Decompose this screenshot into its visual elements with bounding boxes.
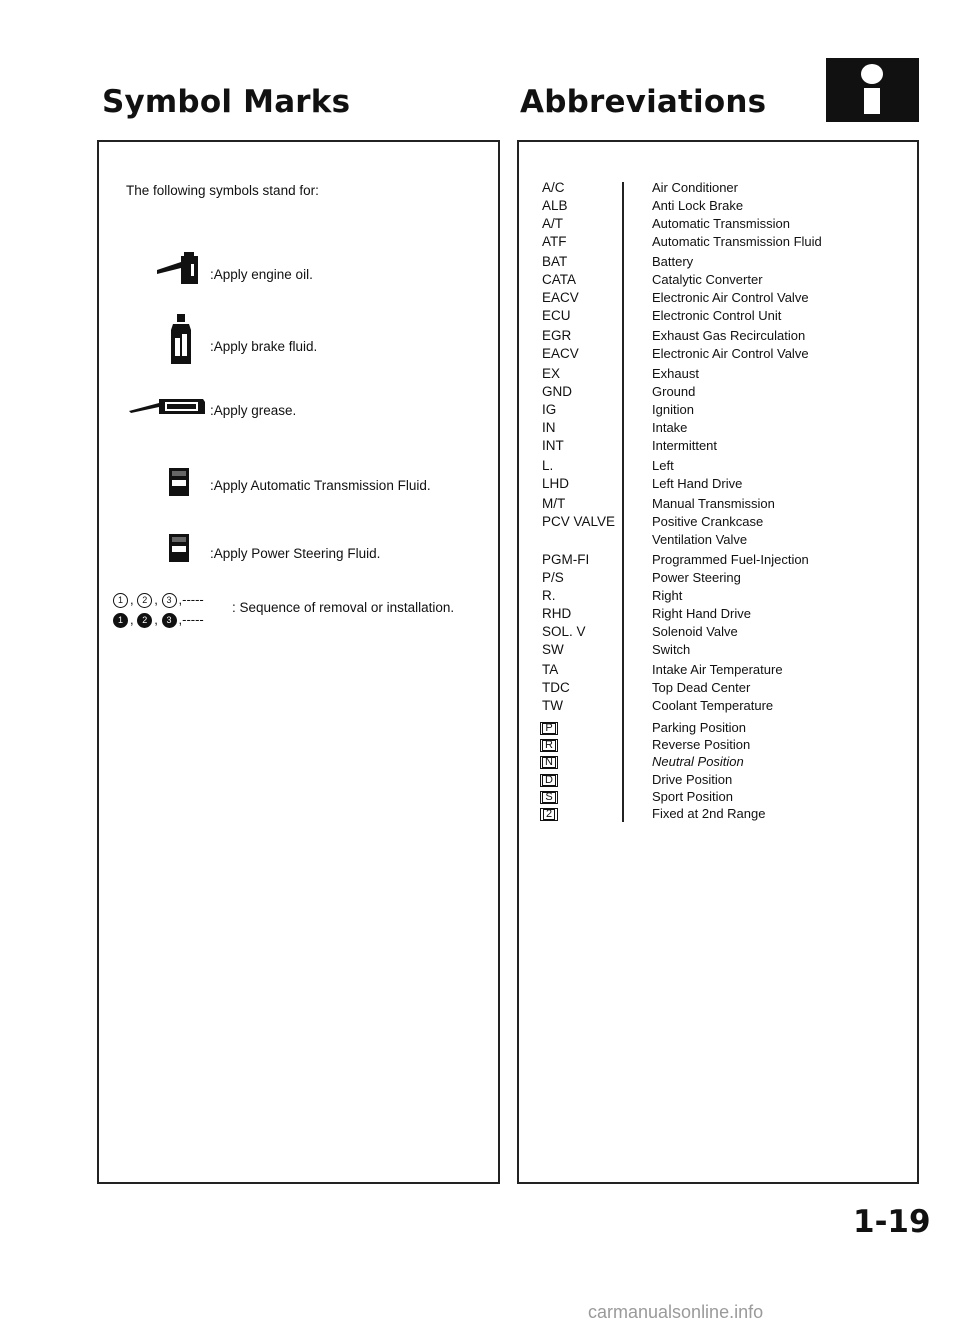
circle-number-3: 3 bbox=[162, 593, 177, 608]
abbreviation-definition: Automatic Transmission bbox=[652, 216, 790, 231]
abbreviation-definition: Electronic Air Control Valve bbox=[652, 346, 809, 361]
abbreviation-code: EACV bbox=[542, 346, 579, 361]
gear-position-definition: Fixed at 2nd Range bbox=[652, 806, 766, 821]
page-number: 1-19 bbox=[853, 1204, 931, 1240]
abbreviation-code: A/C bbox=[542, 180, 565, 195]
abbreviation-code: IN bbox=[542, 420, 556, 435]
abbreviation-code: ATF bbox=[542, 234, 567, 249]
abbreviation-code: EX bbox=[542, 366, 561, 381]
abbreviation-code: RHD bbox=[542, 606, 572, 621]
symbol-row-atf bbox=[99, 468, 498, 508]
abbreviation-definition: Electronic Control Unit bbox=[652, 308, 782, 323]
gear-position-definition: Drive Position bbox=[652, 772, 733, 787]
abbreviation-code: L. bbox=[542, 458, 554, 473]
circle-number-1: 1 bbox=[113, 593, 128, 608]
abbreviation-code: M/T bbox=[542, 496, 566, 511]
abbreviation-definition: Positive Crankcase bbox=[652, 514, 764, 529]
abbreviation-code: INT bbox=[542, 438, 564, 453]
abbreviation-definition: Exhaust bbox=[652, 366, 699, 381]
gear-position-definition: Sport Position bbox=[652, 789, 733, 804]
abbreviation-definition: Anti Lock Brake bbox=[652, 198, 744, 213]
abbreviation-code: TW bbox=[542, 698, 563, 713]
gear-position-symbol: D bbox=[540, 774, 558, 787]
symbol-row-psf bbox=[99, 534, 498, 574]
gear-position-symbol: P bbox=[540, 722, 558, 735]
info-icon bbox=[826, 58, 919, 122]
abbreviation-definition: Left Hand Drive bbox=[652, 476, 743, 491]
abbreviation-code: EGR bbox=[542, 328, 572, 343]
sequence-open-circles: 1 , 2 , 3 ,----- bbox=[113, 592, 204, 608]
gear-position-definition: Reverse Position bbox=[652, 737, 751, 752]
filled-circle-number-2: 2 bbox=[137, 613, 152, 628]
abbreviation-definition: Intake bbox=[652, 420, 688, 435]
abbreviation-code: BAT bbox=[542, 254, 568, 269]
abbreviation-code: LHD bbox=[542, 476, 570, 491]
abbreviation-code: IG bbox=[542, 402, 557, 417]
abbreviation-code: GND bbox=[542, 384, 572, 399]
abbreviation-code: SOL. V bbox=[542, 624, 586, 639]
abbreviations-panel bbox=[517, 140, 919, 1184]
abbreviation-definition: Electronic Air Control Valve bbox=[652, 290, 809, 305]
abbreviation-definition: Automatic Transmission Fluid bbox=[652, 234, 822, 249]
abbreviation-code: SW bbox=[542, 642, 564, 657]
abbreviation-definition: Right Hand Drive bbox=[652, 606, 751, 621]
symbol-marks-heading: Symbol Marks bbox=[102, 84, 351, 120]
grease-tube-icon bbox=[125, 393, 209, 419]
gear-position-symbol: S bbox=[540, 791, 558, 804]
abbreviation-definition: Programmed Fuel-Injection bbox=[652, 552, 809, 567]
abbreviation-definition: Right bbox=[652, 588, 683, 603]
abbreviation-definition: Ventilation Valve bbox=[652, 532, 748, 547]
sequence-label: : Sequence of removal or installation. bbox=[232, 600, 455, 615]
oil-can-icon bbox=[143, 250, 205, 292]
abbreviation-definition: Left bbox=[652, 458, 674, 473]
symbol-row-brake-fluid bbox=[99, 314, 498, 354]
abbreviation-definition: Intermittent bbox=[652, 438, 718, 453]
abbreviation-code: PCV VALVE bbox=[542, 514, 616, 529]
abbreviation-code: TDC bbox=[542, 680, 570, 695]
abbreviation-code: R. bbox=[542, 588, 556, 603]
watermark: carmanualsonline.info bbox=[588, 1302, 764, 1322]
abbreviation-code: TA bbox=[542, 662, 559, 677]
gear-position-definition: Parking Position bbox=[652, 720, 746, 735]
gear-position-definition: Neutral Position bbox=[652, 754, 744, 769]
symbol-label-brake-fluid: :Apply brake fluid. bbox=[210, 339, 318, 354]
abbreviation-code: P/S bbox=[542, 570, 564, 585]
filled-circle-number-3: 3 bbox=[162, 613, 177, 628]
abbreviation-definition: Power Steering bbox=[652, 570, 741, 585]
filled-circle-number-1: 1 bbox=[113, 613, 128, 628]
symbol-label-engine-oil: :Apply engine oil. bbox=[210, 267, 313, 282]
gear-position-symbol: 2 bbox=[540, 808, 558, 821]
abbreviation-definition: Switch bbox=[652, 642, 691, 657]
circle-number-2: 2 bbox=[137, 593, 152, 608]
symbols-intro: The following symbols stand for: bbox=[126, 183, 319, 198]
psf-container-icon bbox=[169, 534, 189, 562]
abbreviation-definition: Catalytic Converter bbox=[652, 272, 763, 287]
brake-fluid-bottle-icon bbox=[169, 314, 193, 366]
symbol-row-grease bbox=[99, 393, 498, 433]
symbol-marks-panel bbox=[97, 140, 500, 1184]
abbreviation-definition: Top Dead Center bbox=[652, 680, 751, 695]
abbreviation-code: ECU bbox=[542, 308, 571, 323]
abbreviation-code: EACV bbox=[542, 290, 579, 305]
abbreviation-definition: Battery bbox=[652, 254, 694, 269]
symbol-row-engine-oil bbox=[99, 254, 498, 294]
symbol-label-atf: :Apply Automatic Transmission Fluid. bbox=[210, 478, 431, 493]
abbreviation-definition: Manual Transmission bbox=[652, 496, 775, 511]
abbreviation-definition: Intake Air Temperature bbox=[652, 662, 783, 677]
sequence-filled-circles: 1 , 2 , 3 ,----- bbox=[113, 612, 204, 628]
abbreviation-definition: Solenoid Valve bbox=[652, 624, 738, 639]
symbol-label-psf: :Apply Power Steering Fluid. bbox=[210, 546, 381, 561]
symbol-label-grease: :Apply grease. bbox=[210, 403, 297, 418]
abbreviation-code: ALB bbox=[542, 198, 568, 213]
abbreviations-heading: Abbreviations bbox=[520, 84, 767, 120]
abbreviation-definition: Exhaust Gas Recirculation bbox=[652, 328, 806, 343]
column-divider bbox=[622, 182, 624, 822]
gear-position-symbol: R bbox=[540, 739, 558, 752]
abbreviation-code: PGM-FI bbox=[542, 552, 590, 567]
atf-container-icon bbox=[169, 468, 189, 496]
abbreviation-definition: Air Conditioner bbox=[652, 180, 738, 195]
abbreviation-definition: Ground bbox=[652, 384, 696, 399]
abbreviation-definition: Coolant Temperature bbox=[652, 698, 774, 713]
abbreviation-code: A/T bbox=[542, 216, 564, 231]
gear-position-symbol: N bbox=[540, 756, 558, 769]
abbreviation-definition: Ignition bbox=[652, 402, 694, 417]
abbreviation-code: CATA bbox=[542, 272, 577, 287]
